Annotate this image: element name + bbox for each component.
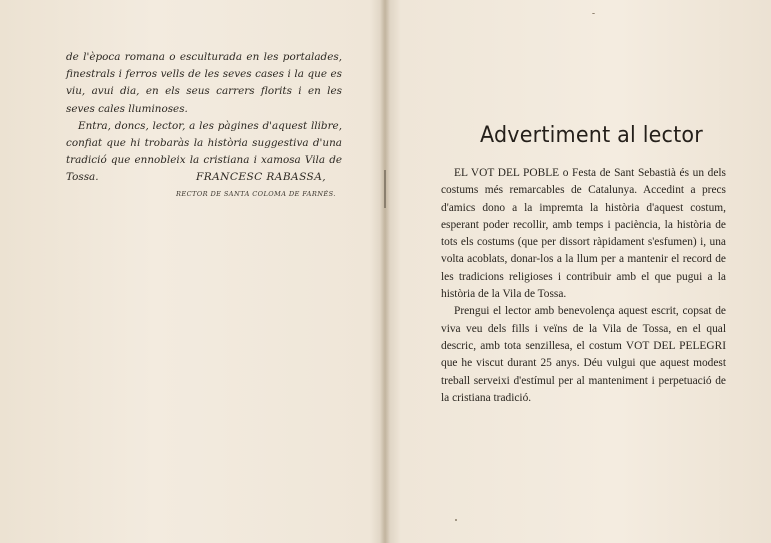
page-title: Advertiment al lector bbox=[480, 123, 703, 148]
left-paragraph-1: de l'època romana o esculturada en les portalades, finestrals i ferros vells de les seves cases i la que es viu, avui dia, en els seus carrers florits i en les seves cales lluminoses. bbox=[66, 51, 342, 115]
left-paragraph-2: Entra, doncs, lector, a les pàgines d'aquest llibre, confiat que hi trobaràs la història suggestiva d'una tradició que ennobleix la cristiana i xamosa Vila de Tossa. bbox=[66, 119, 342, 184]
paper-speck bbox=[592, 13, 595, 14]
signature-name: FRANCESC RABASSA, bbox=[196, 171, 327, 183]
right-paragraph-2: Prengui el lector amb benevolença aquest escrit, copsat de viva veu dels fills i veïns de la Vila de Tossa, en el qual descric, amb tota senzillesa, el costum VOT DEL PELEGRI que he viscut durant 25 anys. Déu vulgui que aquest modest treball serveixi d'estímul per al manteniment i perpetuació de la cristiana tradició. bbox=[441, 305, 726, 404]
right-page-text bbox=[441, 165, 726, 407]
left-page bbox=[0, 0, 384, 543]
paper-speck bbox=[455, 519, 457, 521]
right-paragraph-1: EL VOT DEL POBLE o Festa de Sant Sebastià és un dels costums més remarcables de Catalunya. Accedint a precs d'amics dono a la impremta la història d'aquest costum, esperant poder recollir, amb temps i paciència, la història de tots els costums (que per dissort ràpidament s'esfumen) i, una volta acoblats, donar-los a la llum per a mantenir el record de les tradicions religioses i contribuir amb el que pugui a la història de la Vila de Tossa. bbox=[441, 167, 726, 301]
left-page-text bbox=[66, 49, 342, 187]
signature-role: RECTOR DE SANTA COLOMA DE FARNÉS. bbox=[176, 190, 336, 198]
